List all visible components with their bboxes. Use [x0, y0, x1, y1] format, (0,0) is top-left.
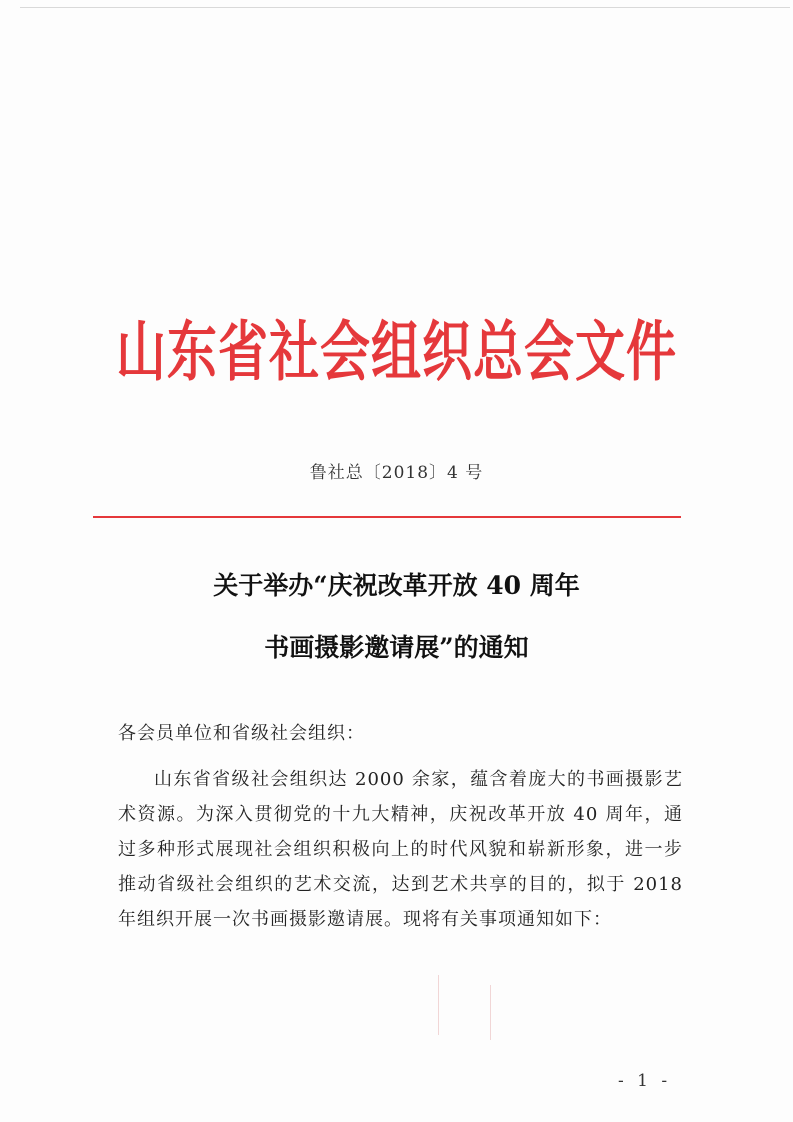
- masthead-title: 山东省社会组织总会文件: [116, 314, 677, 390]
- body-paragraph: 山东省省级社会组织达 2000 余家，蕴含着庞大的书画摄影艺术资源。为深入贯彻党的十九大精神，庆祝改革开放 40 周年，通过多种形式展现社会组织积极向上的时代风貌和崭新形象，进一步推动省级社会组织的艺术交流，达到艺术共享的目的，拟于 2018 年组织开展一次书画摄影邀请展。现将有关事项通知如下：: [118, 769, 683, 930]
- page-number: - 1 -: [618, 1071, 672, 1091]
- notice-title-line-1: 关于举办“庆祝改革开放 40 周年: [213, 571, 580, 600]
- scan-edge-line: [20, 7, 790, 8]
- salutation: 各会员单位和省级社会组织：: [118, 723, 365, 744]
- scan-artifact-mark: [490, 985, 491, 1040]
- notice-title-line-2: 书画摄影邀请展”的通知: [264, 633, 529, 662]
- scan-artifact-mark: [438, 975, 439, 1035]
- document-number: 鲁社总〔2018〕4 号: [309, 463, 484, 483]
- red-separator-line: [93, 516, 681, 518]
